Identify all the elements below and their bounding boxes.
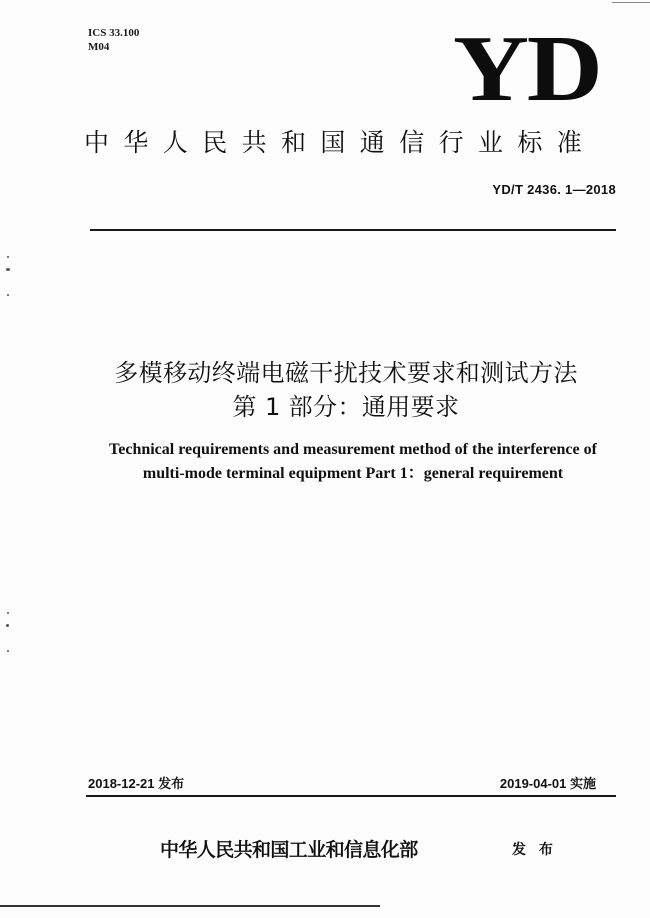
publisher-name: 中华人民共和国工业和信息化部 — [160, 839, 418, 861]
effective-date: 2019-04-01 实施 — [499, 776, 596, 791]
scan-speck — [7, 294, 9, 296]
top-divider — [90, 229, 616, 231]
yd-logo: YD — [453, 17, 601, 121]
standard-code: YD/T 2436. 1—2018 — [492, 182, 616, 197]
category-code: M04 — [88, 41, 110, 53]
scan-speck — [7, 650, 9, 652]
issue-date: 2018-12-21 发布 — [88, 776, 185, 791]
title-en-line-1: Technical requirements and measurement method of the interference of — [109, 441, 597, 458]
title-cn-line-2: 第 1 部分：通用要求 — [232, 393, 460, 421]
title-en-line-2: multi-mode terminal equipment Part 1：general requirement — [142, 465, 564, 482]
classification-codes — [88, 26, 139, 54]
scan-edge-line-bottom — [0, 905, 380, 907]
title-cn-line-1: 多模移动终端电磁干扰技术要求和测试方法 — [114, 359, 578, 387]
scan-edge-line — [612, 2, 650, 3]
document-title-chinese — [40, 356, 650, 424]
bottom-divider — [86, 795, 616, 797]
publish-label: 发 布 — [512, 842, 557, 858]
standard-name: 中华人民共和国通信行业标准 — [84, 128, 597, 157]
scan-speck — [7, 256, 9, 258]
scan-speck — [6, 624, 9, 627]
scan-speck — [7, 612, 9, 614]
ics-code: ICS 33.100 — [88, 27, 140, 39]
scan-speck — [6, 268, 10, 271]
document-title-english — [60, 438, 646, 486]
